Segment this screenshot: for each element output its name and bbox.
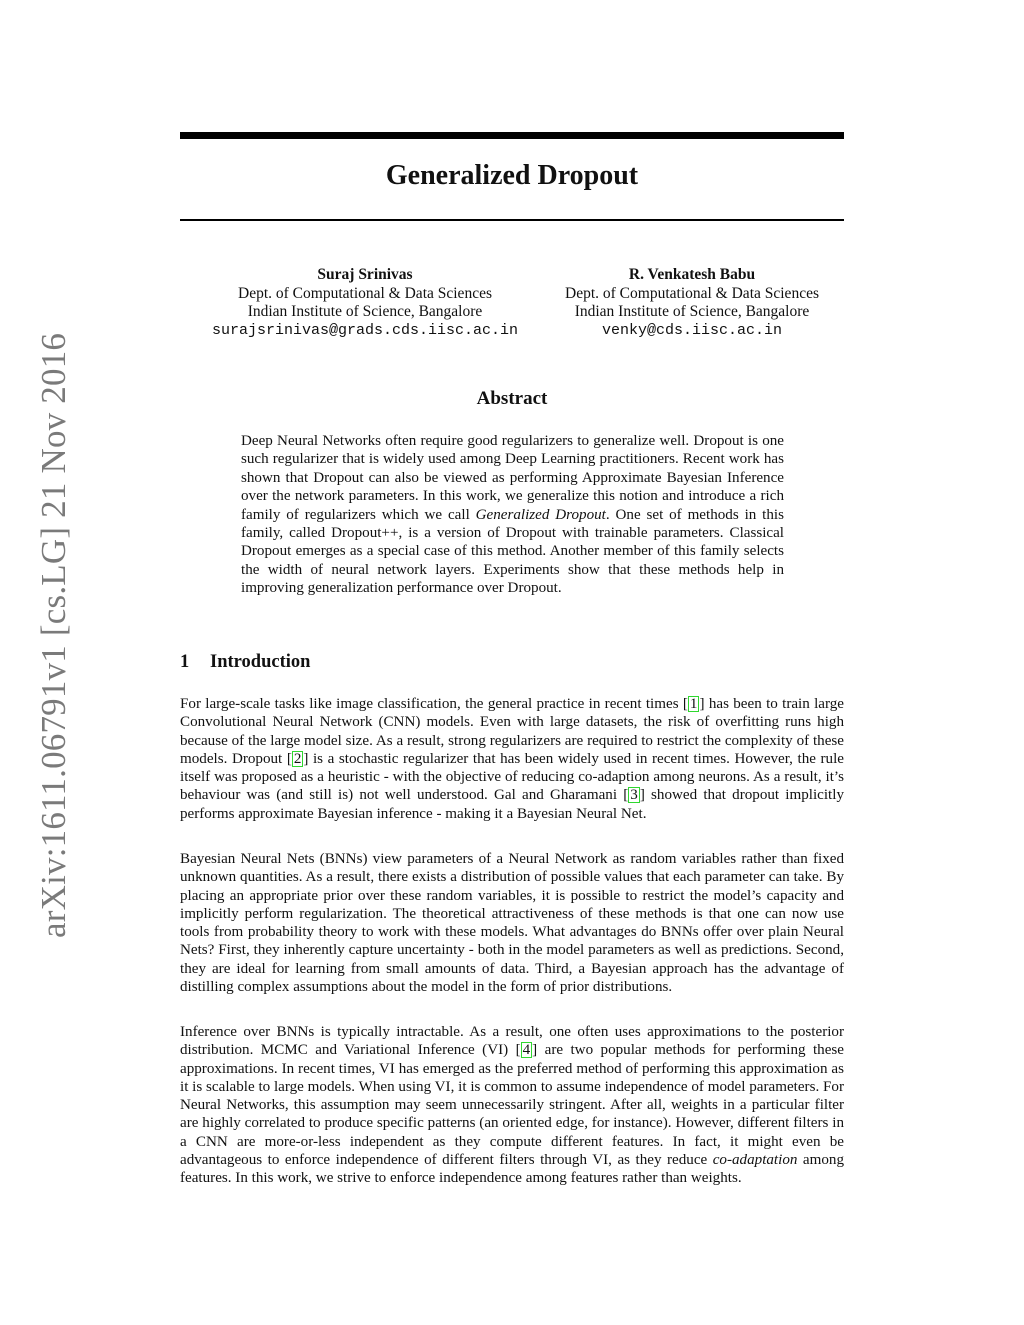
section-heading-introduction xyxy=(180,652,310,673)
abstract-text xyxy=(241,432,784,598)
intro-paragraph-2: Bayesian Neural Nets (BNNs) view parameters of a Neural Network as random variables rather than fixed unknown quantities. As a result, there exists a distribution of possible values that each parameter can take. By placing an appropriate prior over these random variables, it is possible to restrict the model’s capacity and implicitly perform regularization. The theoretical attractiveness of these methods is that one can now use tools from probability theory to work with these models. What advantages do BNNs offer over plain Neural Nets? First, they inherently capture uncertainty - both in the model parameters as well as predictions. Second, they are ideal for learning from small amounts of data. Third, a Bayesian approach has the advantage of distilling complex assumptions about the model in the form of prior distributions. xyxy=(180,851,844,996)
paragraph-text: For large-scale tasks like image classification, the general practice in recent times xyxy=(180,696,683,712)
paragraph-text: are two popular methods for performing these approximations. In recent times, VI has emerged as the preferred method of performing this approximation as it is scalable to large models. When using VI, it is common to assume independence of model parameters. For Neural Networks, this assumption may seem unnecessarily stringent. After all, weights in a particular filter are highly correlated to produce specific patterns (an oriented edge, for instance). However, different filters in a CNN are more-or-less independent as they compute different features. In fact, it might even be advantageous to enforce independence of different filters through VI, as they reduce xyxy=(180,1042,845,1169)
paragraph-text: Inference over BNNs is typically intractable. As a result, one often uses approximations to the posterior distribution. MCMC and Variational Inference (VI) xyxy=(180,1024,844,1059)
paragraph-text: has been to train large Convolutional Neural Network (CNN) models. Even with large datasets, the risk of overfitting runs high because of the large model size. As a result, strong regularizers are required to restrict the complexity of these models. Dropout xyxy=(180,696,844,767)
abstract-text-part: . One set of methods in this family, called Dropout++, is a version of Dropout with trainable parameters. Classical Dropout emerges as a special case of this method. Another member of this family selects the width of neural network layers. Experiments show that these methods help in improving generalization performance over Dropout. xyxy=(241,506,784,597)
section-number: 1 xyxy=(180,652,190,672)
author-email[interactable]: surajsrinivas@grads.cds.iisc.ac.in xyxy=(211,321,519,339)
author-name: R. Venkatesh Babu xyxy=(628,266,756,283)
author-block-1 xyxy=(185,266,545,340)
abstract-emphasis: Generalized Dropout xyxy=(475,506,606,523)
author-institute: Indian Institute of Science, Bangalore xyxy=(247,303,483,320)
citation-link[interactable]: 4 xyxy=(522,1042,531,1059)
author-institute: Indian Institute of Science, Bangalore xyxy=(574,303,810,320)
paragraph-text: among features. In this work, we strive to enforce independence among features rather than weights. xyxy=(180,1152,845,1187)
abstract-text-part: Deep Neural Networks often require good regularizers to generalize well. Dropout is one such regularizer that is widely used among Deep Learning practitioners. Recent work has shown that Dropout can also be viewed as performing Approximate Bayesian Inference over the network parameters. In this work, we generalize this notion and introduce a rich family of regularizers which we call xyxy=(241,433,784,523)
author-email[interactable]: venky@cds.iisc.ac.in xyxy=(601,321,783,339)
paragraph-text: showed that dropout implicitly performs approximate Bayesian inference - making it a Bayesian Neural Net. xyxy=(180,787,844,822)
intro-paragraph-3: Inference over BNNs is typically intractable. As a result, one often uses approximations to the posterior distribution. MCMC and Variational Inference (VI) [ 4 ] are two popular methods for performing these approximations. In recent times, VI has emerged as the preferred method of performing this approximation as it is scalable to large models. When using VI, it is common to assume independence of model parameters. For Neural Networks, this assumption may seem unnecessarily stringent. After all, weights in a particular filter are highly correlated to produce specific patterns (an oriented edge, for instance). However, different filters in a CNN are more-or-less independent as they compute different features. In fact, it might even be advantageous to enforce independence of different filters through VI, as they reduce co-adaptation among features. In this work, we strive to enforce independence among features rather than weights. xyxy=(180,1024,845,1187)
title-bottom-rule xyxy=(180,219,844,221)
abstract-heading: Abstract xyxy=(476,388,548,409)
citation-link[interactable]: 3 xyxy=(630,787,638,804)
citation-link[interactable]: 1 xyxy=(689,696,698,712)
section-title: Introduction xyxy=(210,652,311,672)
author-block-2 xyxy=(512,266,872,340)
arxiv-identifier: arXiv:1611.06791v1 [cs.LG] 21 Nov 2016 xyxy=(34,332,73,938)
author-department: Dept. of Computational & Data Sciences xyxy=(238,284,492,302)
citation-link[interactable]: 2 xyxy=(293,750,302,767)
paper-title: Generalized Dropout xyxy=(385,160,639,191)
paragraph-text: is a stochastic regularizer that has been widely used in recent times. However, the rule itself was proposed as a heuristic - with the objective of reducing co-adaption among neurons. As a result, it’s behaviour was (and still is) not well understood. Gal and Gharamani xyxy=(180,750,844,804)
author-name: Suraj Srinivas xyxy=(317,266,413,283)
intro-paragraph-1: For large-scale tasks like image classification, the general practice in recent times [ 1 ] has been to train large Convolutional Neural Network (CNN) models. Even with large datasets, the risk of overfitting runs high because of the large model size. As a result, strong regularizers are required to restrict the complexity of these models. Dropout [ 2 ] is a stochastic regularizer that has been widely used in recent times. However, the rule itself was proposed as a heuristic - with the objective of reducing co-adaption among neurons. As a result, it’s behaviour was (and still is) not well understood. Gal and Gharamani [ 3 ] showed that dropout implicitly performs approximate Bayesian inference - making it a Bayesian Neural Net. xyxy=(180,696,844,822)
title-top-rule xyxy=(180,132,844,139)
paragraph-emphasis: co-adaptation xyxy=(712,1152,798,1169)
author-department: Dept. of Computational & Data Sciences xyxy=(565,284,819,302)
